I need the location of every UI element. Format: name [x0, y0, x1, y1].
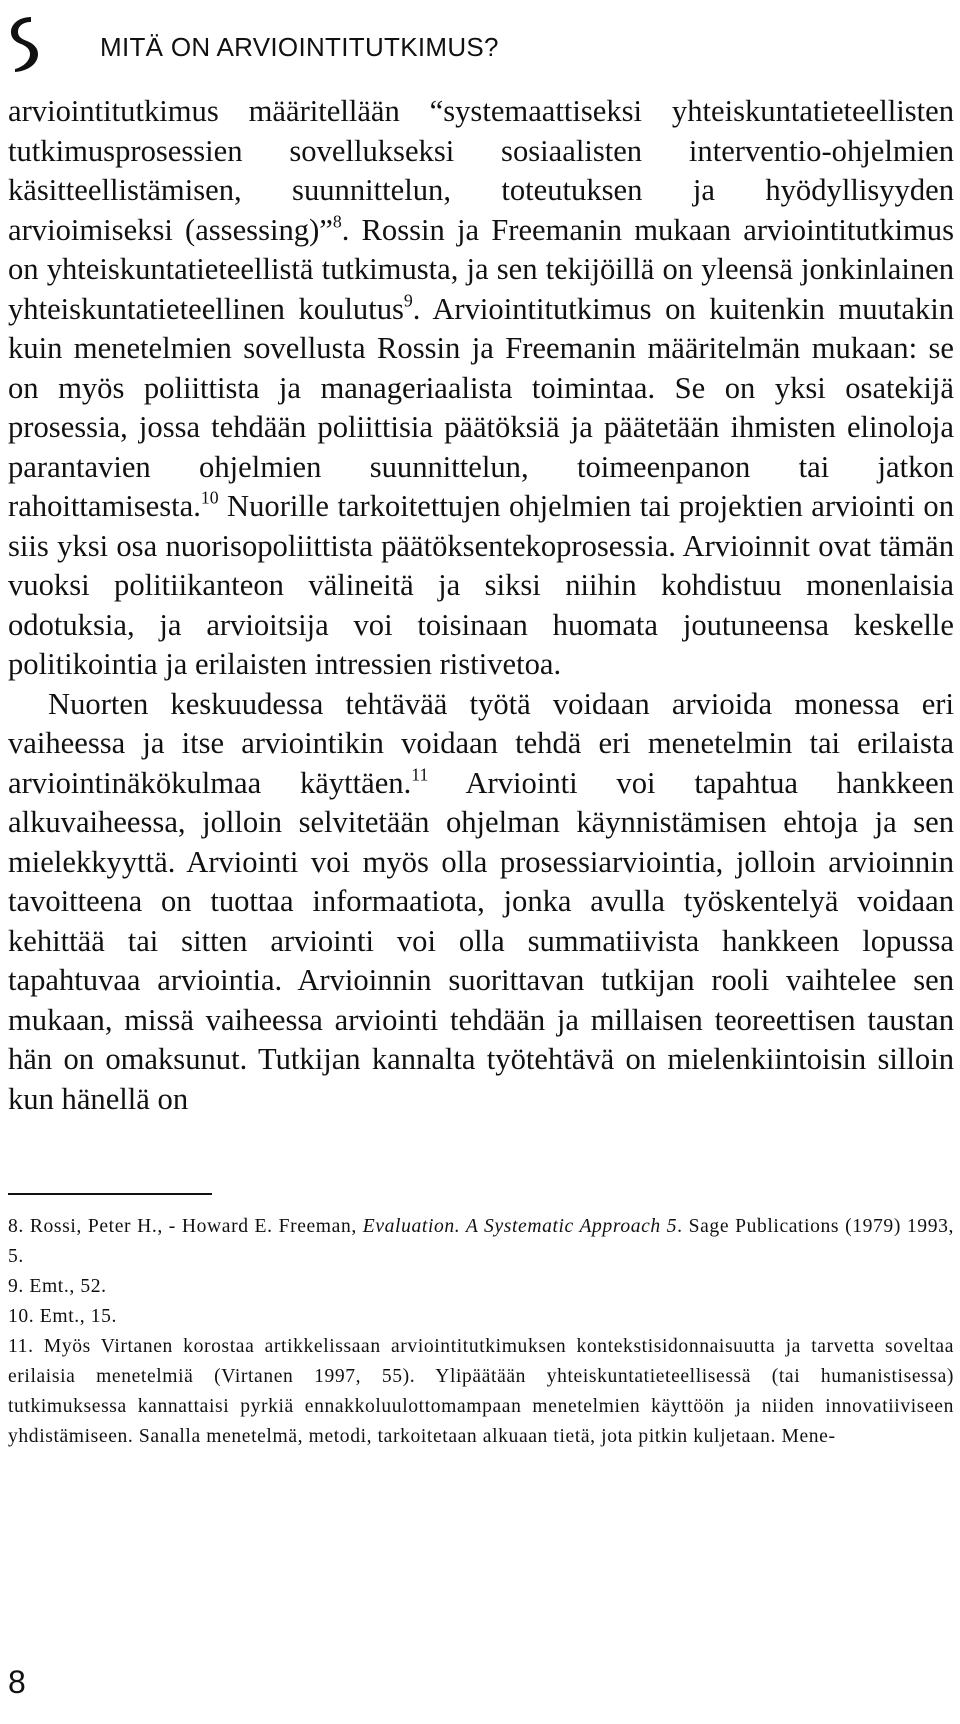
footnote-9: 9. Emt., 52.: [8, 1276, 107, 1297]
footnote-8-book-title: Evaluation. A Systematic Approach 5: [362, 1216, 678, 1237]
footnote-8: [8, 1212, 954, 1272]
footnote-11: 11. Myös Virtanen korostaa artikkelissaan arviointitutkimuksen kontekstisidonnaisuutta ja tarvetta soveltaa erilaisia menetelmiä (Virtanen 1997, 55). Ylipäätään yhteiskuntatieteellisessä (tai humanistisessa) tutkimuksessa kannattaisi pyrkiä ennakkoluulottomampaan menetelmien käyttöön ja niiden innovatiiviseen yhdistämiseen. Sanalla menetelmä, metodi, tarkoitetaan alkuaan tietä, jota pitkin kuljetaan. Mene-: [8, 1336, 954, 1447]
paragraph-1: [8, 92, 954, 685]
footnote-8-tail: . Sage Publications (1979) 1993, 5.: [8, 1216, 954, 1267]
footnote-divider: [8, 1193, 212, 1195]
paragraph-2: [8, 685, 954, 1120]
body-text: [8, 92, 954, 1119]
page-number: 8: [8, 1664, 26, 1700]
footnote-ref-11[interactable]: 11: [411, 764, 429, 785]
footnote-10: 10. Emt., 15.: [8, 1306, 118, 1327]
paragraph-1-text-d: Nuorille tarkoitettujen ohjelmien tai projektien arviointi on siis yksi osa nuorisopoliittista päätöksentekoprosessia. Arvioinnit ovat tämän vuoksi politiikanteon välineitä ja siksi niihin kohdistuu monenlaisia odotuksia, ja arvioitsija voi toisinaan huomata joutuneensa keskelle politikointia ja erilaisten intressien ristivetoa.: [8, 489, 954, 681]
footnote-ref-9[interactable]: 9: [403, 290, 413, 311]
footnote-ref-8[interactable]: 8: [332, 211, 342, 232]
paragraph-1-text-b: . Rossin ja Freemanin mukaan arviointitutkimus on yhteiskuntatieteellistä tutkimusta, ja sen tekijöillä on yleensä jonkinlainen yhteiskuntatieteellinen koulutus: [8, 212, 954, 326]
paragraph-1-text-a: arviointitutkimus määritellään “systemaattiseksi yhteiskuntatieteellisten tutkimusprosessien sovellukseksi sosiaalisten interventio-ohjelmien käsitteellistämisen, suunnittelun, toteutuksen ja hyödyllisyyden arvioimiseksi (assessing)”: [8, 94, 954, 247]
paragraph-1-text-c: . Arviointitutkimus on kuitenkin muutakin kuin menetelmien sovellusta Rossin ja Freemanin määritelmän mukaan: se on myös poliittista ja manageriaalista toimintaa. Se on yksi osatekijä prosessia, jossa tehdään poliittisia päätöksiä ja päätetään ihmisten elinoloja parantavien ohjelmien suunnittelun, toimeenpanon tai jatkon rahoittamisesta.: [8, 291, 954, 523]
page-header: [0, 14, 960, 74]
running-header-title: MITÄ ON ARVIOINTITUTKIMUS?: [100, 32, 499, 62]
footnote-ref-10[interactable]: 10: [200, 487, 219, 508]
paragraph-2-text-a: Nuorten keskuudessa tehtävää työtä voidaan arvioida monessa eri vaiheessa ja itse arviointikin voidaan tehdä eri menetelmin tai erilaista arviointinäkökulmaa käyttäen.: [8, 686, 954, 800]
footnote-8-lead: 8. Rossi, Peter H., - Howard E. Freeman,: [8, 1216, 363, 1237]
stylized-s-logo-icon: [4, 14, 44, 74]
footnotes: [8, 1212, 954, 1452]
paragraph-2-text-b: Arviointi voi tapahtua hankkeen alkuvaiheessa, jolloin selvitetään ohjelman käynnistämisen ehtoja ja sen mielekkyyttä. Arviointi voi myös olla prosessiarviointia, jolloin arvioinnin tavoitteena on tuottaa informaatiota, jonka avulla työskentelyä voidaan kehittää tai sitten arviointi voi olla summatiivista hankkeen lopussa tapahtuvaa arviointia. Arvioinnin suorittavan tutkijan rooli vaihtelee sen mukaan, missä vaiheessa arviointi tehdään ja millaisen teoreettisen taustan hän on omaksunut. Tutkijan kannalta työtehtävä on mielenkiintoisin silloin kun hänellä on: [8, 765, 954, 1116]
